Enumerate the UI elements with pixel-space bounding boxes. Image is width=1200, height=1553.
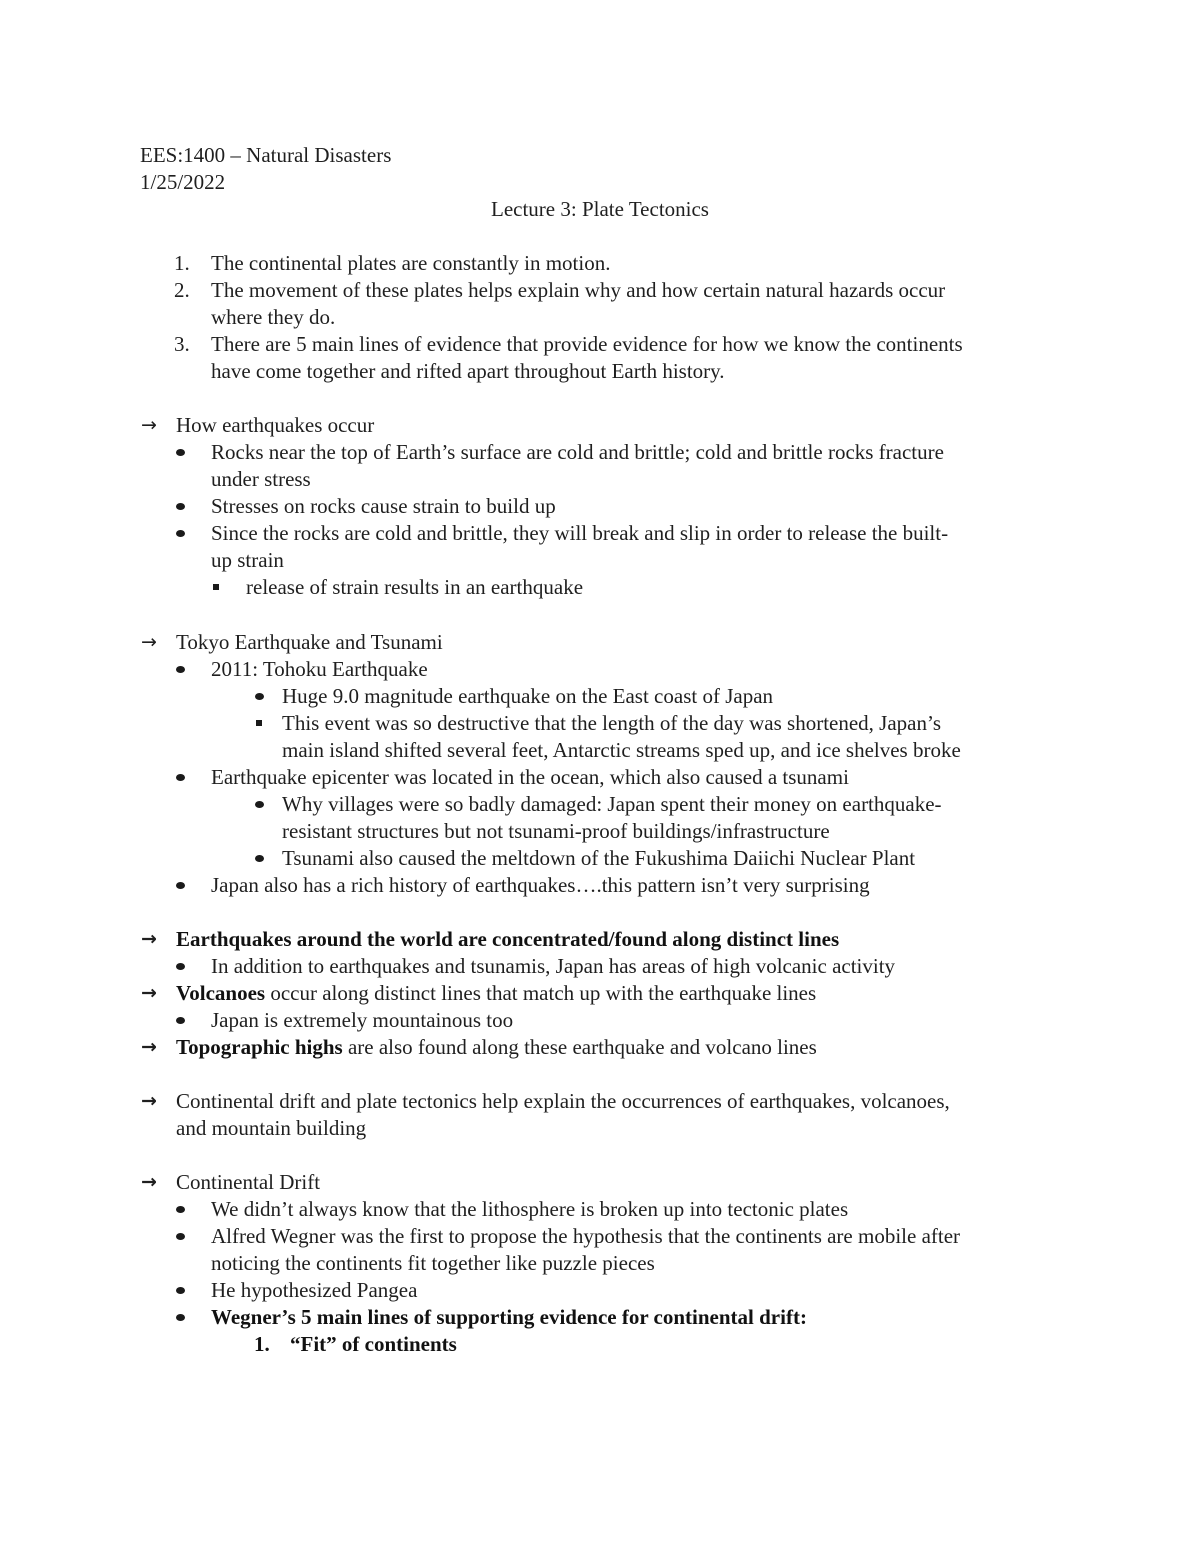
topographic-rest: are also found along these earthquake and volcano lines xyxy=(342,1035,817,1059)
list-item: Rocks near the top of Earth’s surface are cold and brittle; cold and brittle rocks fracture xyxy=(211,440,944,464)
list-number: 2. xyxy=(174,278,190,302)
disc-bullet-icon xyxy=(176,666,185,673)
list-item-continuation: where they do. xyxy=(211,305,336,329)
list-item: The continental plates are constantly in motion. xyxy=(211,251,611,275)
list-item: Japan also has a rich history of earthquakes….this pattern isn’t very surprising xyxy=(211,873,870,897)
volcanoes-bold: Volcanoes xyxy=(176,981,266,1005)
section-text-continuation: and mountain building xyxy=(176,1116,367,1140)
list-item: This event was so destructive that the length of the day was shortened, Japan’s xyxy=(282,711,941,735)
arrow-icon: → xyxy=(141,1171,157,1193)
course-name: EES:1400 – Natural Disasters xyxy=(140,143,392,167)
disc-bullet-icon xyxy=(255,801,264,808)
list-item: The movement of these plates helps explain why and how certain natural hazards occur xyxy=(211,278,946,302)
section-text-drift-intro: Continental drift and plate tectonics help explain the occurrences of earthquakes, volcanoes, xyxy=(176,1089,950,1113)
list-item: He hypothesized Pangea xyxy=(211,1278,418,1302)
section-heading-world: Earthquakes around the world are concentrated/found along distinct lines xyxy=(176,927,840,951)
section-heading-topographic xyxy=(176,1034,817,1061)
topographic-bold: Topographic highs xyxy=(176,1035,343,1059)
disc-bullet-icon xyxy=(176,1017,185,1024)
list-item: Stresses on rocks cause strain to build up xyxy=(211,494,556,518)
list-item: Why villages were so badly damaged: Japan spent their money on earthquake- xyxy=(282,792,942,816)
list-item: Earthquake epicenter was located in the ocean, which also caused a tsunami xyxy=(211,765,849,789)
section-heading-earthquakes: How earthquakes occur xyxy=(176,413,375,437)
list-item: Huge 9.0 magnitude earthquake on the East coast of Japan xyxy=(282,684,774,708)
volcanoes-rest: occur along distinct lines that match up with the earthquake lines xyxy=(265,981,817,1005)
arrow-icon: → xyxy=(141,631,157,653)
square-bullet-icon xyxy=(256,720,262,726)
list-item: release of strain results in an earthquake xyxy=(246,575,584,599)
list-item-bold: “Fit” of continents xyxy=(290,1332,457,1356)
disc-bullet-icon xyxy=(176,503,185,510)
list-item-continuation: noticing the continents fit together like puzzle pieces xyxy=(211,1251,655,1275)
list-item-bold: Wegner’s 5 main lines of supporting evidence for continental drift: xyxy=(211,1305,807,1329)
list-item-continuation: under stress xyxy=(211,467,311,491)
list-item: There are 5 main lines of evidence that provide evidence for how we know the continents xyxy=(211,332,963,356)
list-item-continuation: have come together and rifted apart throughout Earth history. xyxy=(211,359,725,383)
disc-bullet-icon xyxy=(176,882,185,889)
list-item: Japan is extremely mountainous too xyxy=(211,1008,514,1032)
list-item: Tsunami also caused the meltdown of the Fukushima Daiichi Nuclear Plant xyxy=(282,846,916,870)
arrow-icon: → xyxy=(141,414,157,436)
list-item-continuation: main island shifted several feet, Antarctic streams sped up, and ice shelves broke xyxy=(282,738,961,762)
list-item: Alfred Wegner was the first to propose the hypothesis that the continents are mobile after xyxy=(211,1224,961,1248)
disc-bullet-icon xyxy=(255,855,264,862)
section-heading-drift: Continental Drift xyxy=(176,1170,321,1194)
list-item: 2011: Tohoku Earthquake xyxy=(211,657,428,681)
list-number: 1. xyxy=(174,251,190,275)
disc-bullet-icon xyxy=(176,1233,185,1240)
section-heading-volcanoes xyxy=(176,980,816,1007)
list-item-continuation: up strain xyxy=(211,548,284,572)
list-item: We didn’t always know that the lithosphere is broken up into tectonic plates xyxy=(211,1197,849,1221)
disc-bullet-icon xyxy=(176,963,185,970)
list-number: 1. xyxy=(254,1332,270,1356)
arrow-icon: → xyxy=(141,1036,157,1058)
disc-bullet-icon xyxy=(176,530,185,537)
arrow-icon: → xyxy=(141,928,157,950)
disc-bullet-icon xyxy=(176,1206,185,1213)
disc-bullet-icon xyxy=(176,774,185,781)
lecture-date: 1/25/2022 xyxy=(140,170,226,194)
square-bullet-icon xyxy=(213,584,219,590)
page-title: Lecture 3: Plate Tectonics xyxy=(491,197,709,221)
arrow-icon: → xyxy=(141,1090,157,1112)
disc-bullet-icon xyxy=(176,449,185,456)
disc-bullet-icon xyxy=(176,1287,185,1294)
section-heading-tokyo: Tokyo Earthquake and Tsunami xyxy=(176,630,443,654)
list-item-continuation: resistant structures but not tsunami-proof buildings/infrastructure xyxy=(282,819,830,843)
list-item: Since the rocks are cold and brittle, they will break and slip in order to release the built- xyxy=(211,521,949,545)
list-item: In addition to earthquakes and tsunamis, Japan has areas of high volcanic activity xyxy=(211,954,896,978)
arrow-icon: → xyxy=(141,982,157,1004)
list-number: 3. xyxy=(174,332,190,356)
disc-bullet-icon xyxy=(255,693,264,700)
disc-bullet-icon xyxy=(176,1314,185,1321)
